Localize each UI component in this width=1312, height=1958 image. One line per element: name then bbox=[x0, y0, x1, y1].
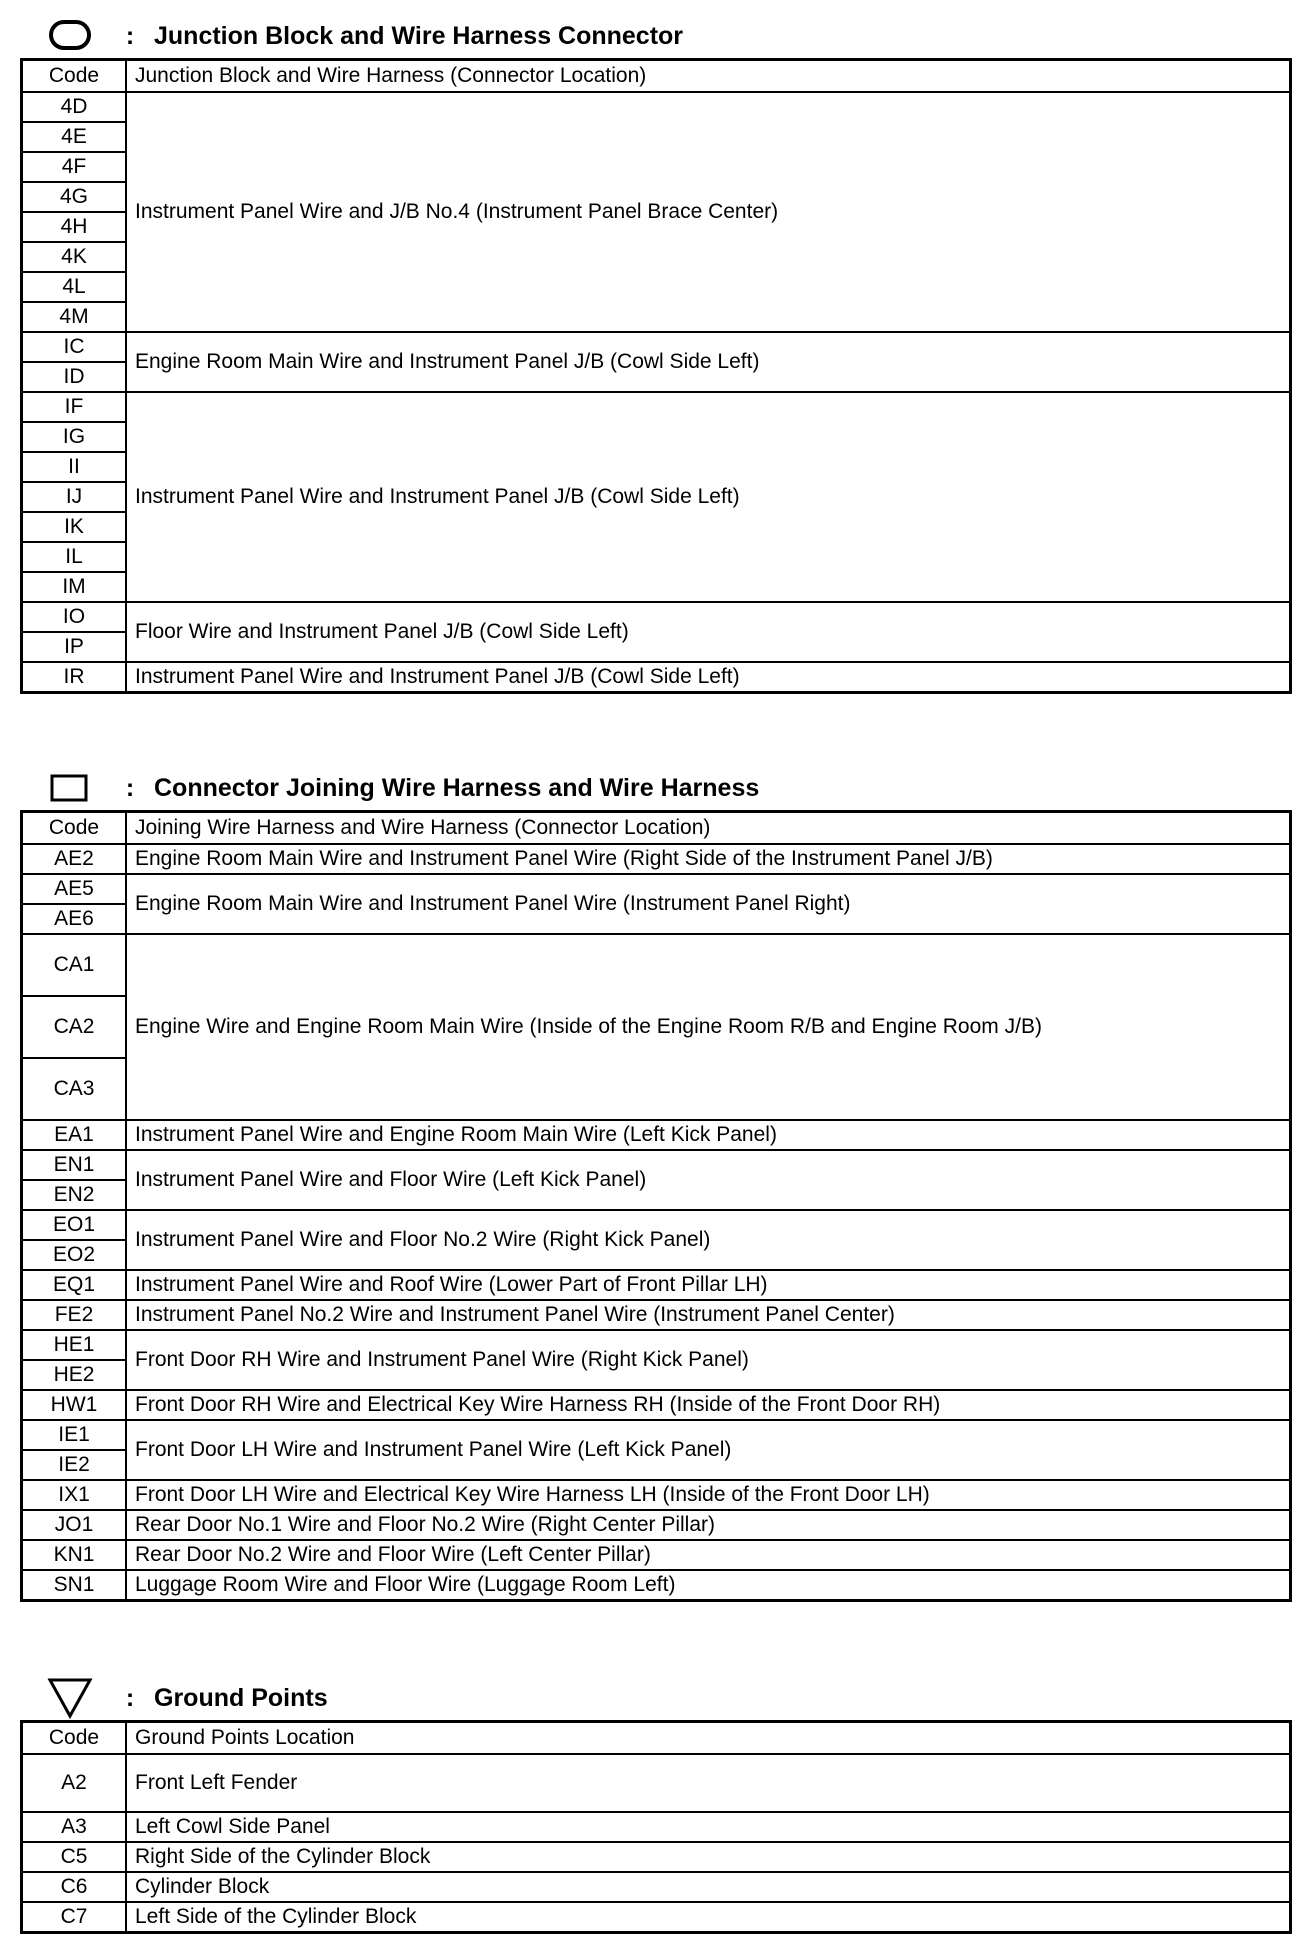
connector-table bbox=[20, 810, 1292, 1602]
section-title-row bbox=[20, 766, 1292, 810]
table-row bbox=[22, 874, 1291, 904]
code-cell: HW1 bbox=[22, 1390, 127, 1420]
ground-table bbox=[20, 1720, 1292, 1934]
table-row bbox=[22, 1754, 1291, 1812]
table-row bbox=[22, 1570, 1291, 1601]
location-cell: Instrument Panel Wire and Floor No.2 Wire (Right Kick Panel) bbox=[126, 1210, 1291, 1270]
table-row bbox=[22, 1300, 1291, 1330]
triangle-icon bbox=[46, 1676, 106, 1720]
table-row bbox=[22, 662, 1291, 693]
code-cell: AE5 bbox=[22, 874, 127, 904]
code-cell: 4E bbox=[22, 122, 127, 152]
location-cell: Front Door LH Wire and Instrument Panel Wire (Left Kick Panel) bbox=[126, 1420, 1291, 1480]
table-row bbox=[22, 332, 1291, 362]
section-title-row bbox=[20, 1676, 1292, 1720]
code-cell: II bbox=[22, 452, 127, 482]
table-row bbox=[22, 844, 1291, 874]
table-row bbox=[22, 1150, 1291, 1180]
code-cell: EA1 bbox=[22, 1120, 127, 1150]
location-cell: Instrument Panel Wire and Instrument Panel J/B (Cowl Side Left) bbox=[126, 662, 1291, 693]
location-cell: Instrument Panel Wire and Engine Room Main Wire (Left Kick Panel) bbox=[126, 1120, 1291, 1150]
table-row bbox=[22, 934, 1291, 996]
location-cell: Front Left Fender bbox=[126, 1754, 1291, 1812]
location-cell: Instrument Panel Wire and Floor Wire (Left Kick Panel) bbox=[126, 1150, 1291, 1210]
table-header-row bbox=[22, 812, 1291, 845]
header-location: Junction Block and Wire Harness (Connector Location) bbox=[126, 60, 1291, 93]
header-location: Ground Points Location bbox=[126, 1722, 1291, 1755]
code-cell: IX1 bbox=[22, 1480, 127, 1510]
location-cell: Left Cowl Side Panel bbox=[126, 1812, 1291, 1842]
rounded-rect-icon bbox=[46, 14, 106, 58]
table-header-row bbox=[22, 60, 1291, 93]
connector-table bbox=[20, 58, 1292, 694]
square-icon bbox=[46, 766, 106, 810]
code-cell: CA2 bbox=[22, 996, 127, 1058]
section-junction-block bbox=[20, 14, 1292, 694]
table-row bbox=[22, 1510, 1291, 1540]
code-cell: IL bbox=[22, 542, 127, 572]
table-row bbox=[22, 1540, 1291, 1570]
section-ground-points bbox=[20, 1676, 1292, 1934]
table-row bbox=[22, 1480, 1291, 1510]
code-cell: EQ1 bbox=[22, 1270, 127, 1300]
header-location: Joining Wire Harness and Wire Harness (Connector Location) bbox=[126, 812, 1291, 845]
code-cell: IF bbox=[22, 392, 127, 422]
code-cell: 4D bbox=[22, 92, 127, 122]
code-cell: 4K bbox=[22, 242, 127, 272]
code-cell: IK bbox=[22, 512, 127, 542]
code-cell: CA1 bbox=[22, 934, 127, 996]
code-cell: KN1 bbox=[22, 1540, 127, 1570]
table-row bbox=[22, 92, 1291, 122]
code-cell: IM bbox=[22, 572, 127, 602]
location-cell: Engine Room Main Wire and Instrument Panel Wire (Instrument Panel Right) bbox=[126, 874, 1291, 934]
code-cell: IC bbox=[22, 332, 127, 362]
table-row bbox=[22, 1872, 1291, 1902]
location-cell: Floor Wire and Instrument Panel J/B (Cowl Side Left) bbox=[126, 602, 1291, 662]
location-cell: Luggage Room Wire and Floor Wire (Luggage Room Left) bbox=[126, 1570, 1291, 1601]
code-cell: IE1 bbox=[22, 1420, 127, 1450]
code-cell: ID bbox=[22, 362, 127, 392]
code-cell: 4F bbox=[22, 152, 127, 182]
code-cell: C6 bbox=[22, 1872, 127, 1902]
location-cell: Cylinder Block bbox=[126, 1872, 1291, 1902]
code-cell: IR bbox=[22, 662, 127, 693]
code-cell: EO2 bbox=[22, 1240, 127, 1270]
code-cell: C5 bbox=[22, 1842, 127, 1872]
code-cell: FE2 bbox=[22, 1300, 127, 1330]
code-cell: EN1 bbox=[22, 1150, 127, 1180]
table-row bbox=[22, 1210, 1291, 1240]
location-cell: Front Door LH Wire and Electrical Key Wire Harness LH (Inside of the Front Door LH) bbox=[126, 1480, 1291, 1510]
table-row bbox=[22, 1842, 1291, 1872]
code-cell: IP bbox=[22, 632, 127, 662]
code-cell: A2 bbox=[22, 1754, 127, 1812]
table-row bbox=[22, 1420, 1291, 1450]
table-row bbox=[22, 392, 1291, 422]
code-cell: JO1 bbox=[22, 1510, 127, 1540]
table-row bbox=[22, 602, 1291, 632]
code-cell: EO1 bbox=[22, 1210, 127, 1240]
location-cell: Instrument Panel Wire and J/B No.4 (Instrument Panel Brace Center) bbox=[126, 92, 1291, 332]
code-cell: A3 bbox=[22, 1812, 127, 1842]
code-cell: 4G bbox=[22, 182, 127, 212]
location-cell: Engine Wire and Engine Room Main Wire (Inside of the Engine Room R/B and Engine Room J/B) bbox=[126, 934, 1291, 1120]
section-title: Connector Joining Wire Harness and Wire Harness bbox=[154, 773, 760, 802]
location-cell: Front Door RH Wire and Electrical Key Wire Harness RH (Inside of the Front Door RH) bbox=[126, 1390, 1291, 1420]
table-row bbox=[22, 1270, 1291, 1300]
code-cell: AE6 bbox=[22, 904, 127, 934]
code-cell: 4L bbox=[22, 272, 127, 302]
location-cell: Instrument Panel Wire and Instrument Panel J/B (Cowl Side Left) bbox=[126, 392, 1291, 602]
section-title: Ground Points bbox=[154, 1683, 328, 1712]
table-row bbox=[22, 1812, 1291, 1842]
header-code: Code bbox=[22, 1722, 127, 1755]
code-cell: CA3 bbox=[22, 1058, 127, 1120]
code-cell: 4H bbox=[22, 212, 127, 242]
header-code: Code bbox=[22, 60, 127, 93]
code-cell: 4M bbox=[22, 302, 127, 332]
table-row bbox=[22, 1902, 1291, 1933]
code-cell: IG bbox=[22, 422, 127, 452]
code-cell: IO bbox=[22, 602, 127, 632]
title-colon: : bbox=[125, 21, 135, 50]
location-cell: Engine Room Main Wire and Instrument Panel J/B (Cowl Side Left) bbox=[126, 332, 1291, 392]
location-cell: Front Door RH Wire and Instrument Panel Wire (Right Kick Panel) bbox=[126, 1330, 1291, 1390]
table-row bbox=[22, 1120, 1291, 1150]
header-code: Code bbox=[22, 812, 127, 845]
code-cell: HE2 bbox=[22, 1360, 127, 1390]
section-title: Junction Block and Wire Harness Connector bbox=[154, 21, 684, 50]
code-cell: IJ bbox=[22, 482, 127, 512]
location-cell: Left Side of the Cylinder Block bbox=[126, 1902, 1291, 1933]
code-cell: IE2 bbox=[22, 1450, 127, 1480]
title-colon: : bbox=[125, 773, 135, 802]
location-cell: Right Side of the Cylinder Block bbox=[126, 1842, 1291, 1872]
code-cell: EN2 bbox=[22, 1180, 127, 1210]
code-cell: HE1 bbox=[22, 1330, 127, 1360]
code-cell: AE2 bbox=[22, 844, 127, 874]
location-cell: Rear Door No.1 Wire and Floor No.2 Wire (Right Center Pillar) bbox=[126, 1510, 1291, 1540]
location-cell: Instrument Panel No.2 Wire and Instrument Panel Wire (Instrument Panel Center) bbox=[126, 1300, 1291, 1330]
location-cell: Rear Door No.2 Wire and Floor Wire (Left Center Pillar) bbox=[126, 1540, 1291, 1570]
table-row bbox=[22, 1390, 1291, 1420]
section-joining-connector bbox=[20, 766, 1292, 1602]
location-cell: Engine Room Main Wire and Instrument Panel Wire (Right Side of the Instrument Panel J/B) bbox=[126, 844, 1291, 874]
code-cell: SN1 bbox=[22, 1570, 127, 1601]
code-cell: C7 bbox=[22, 1902, 127, 1933]
location-cell: Instrument Panel Wire and Roof Wire (Lower Part of Front Pillar LH) bbox=[126, 1270, 1291, 1300]
section-title-row bbox=[20, 14, 1292, 58]
table-row bbox=[22, 1330, 1291, 1360]
title-colon: : bbox=[125, 1683, 135, 1712]
table-header-row bbox=[22, 1722, 1291, 1755]
